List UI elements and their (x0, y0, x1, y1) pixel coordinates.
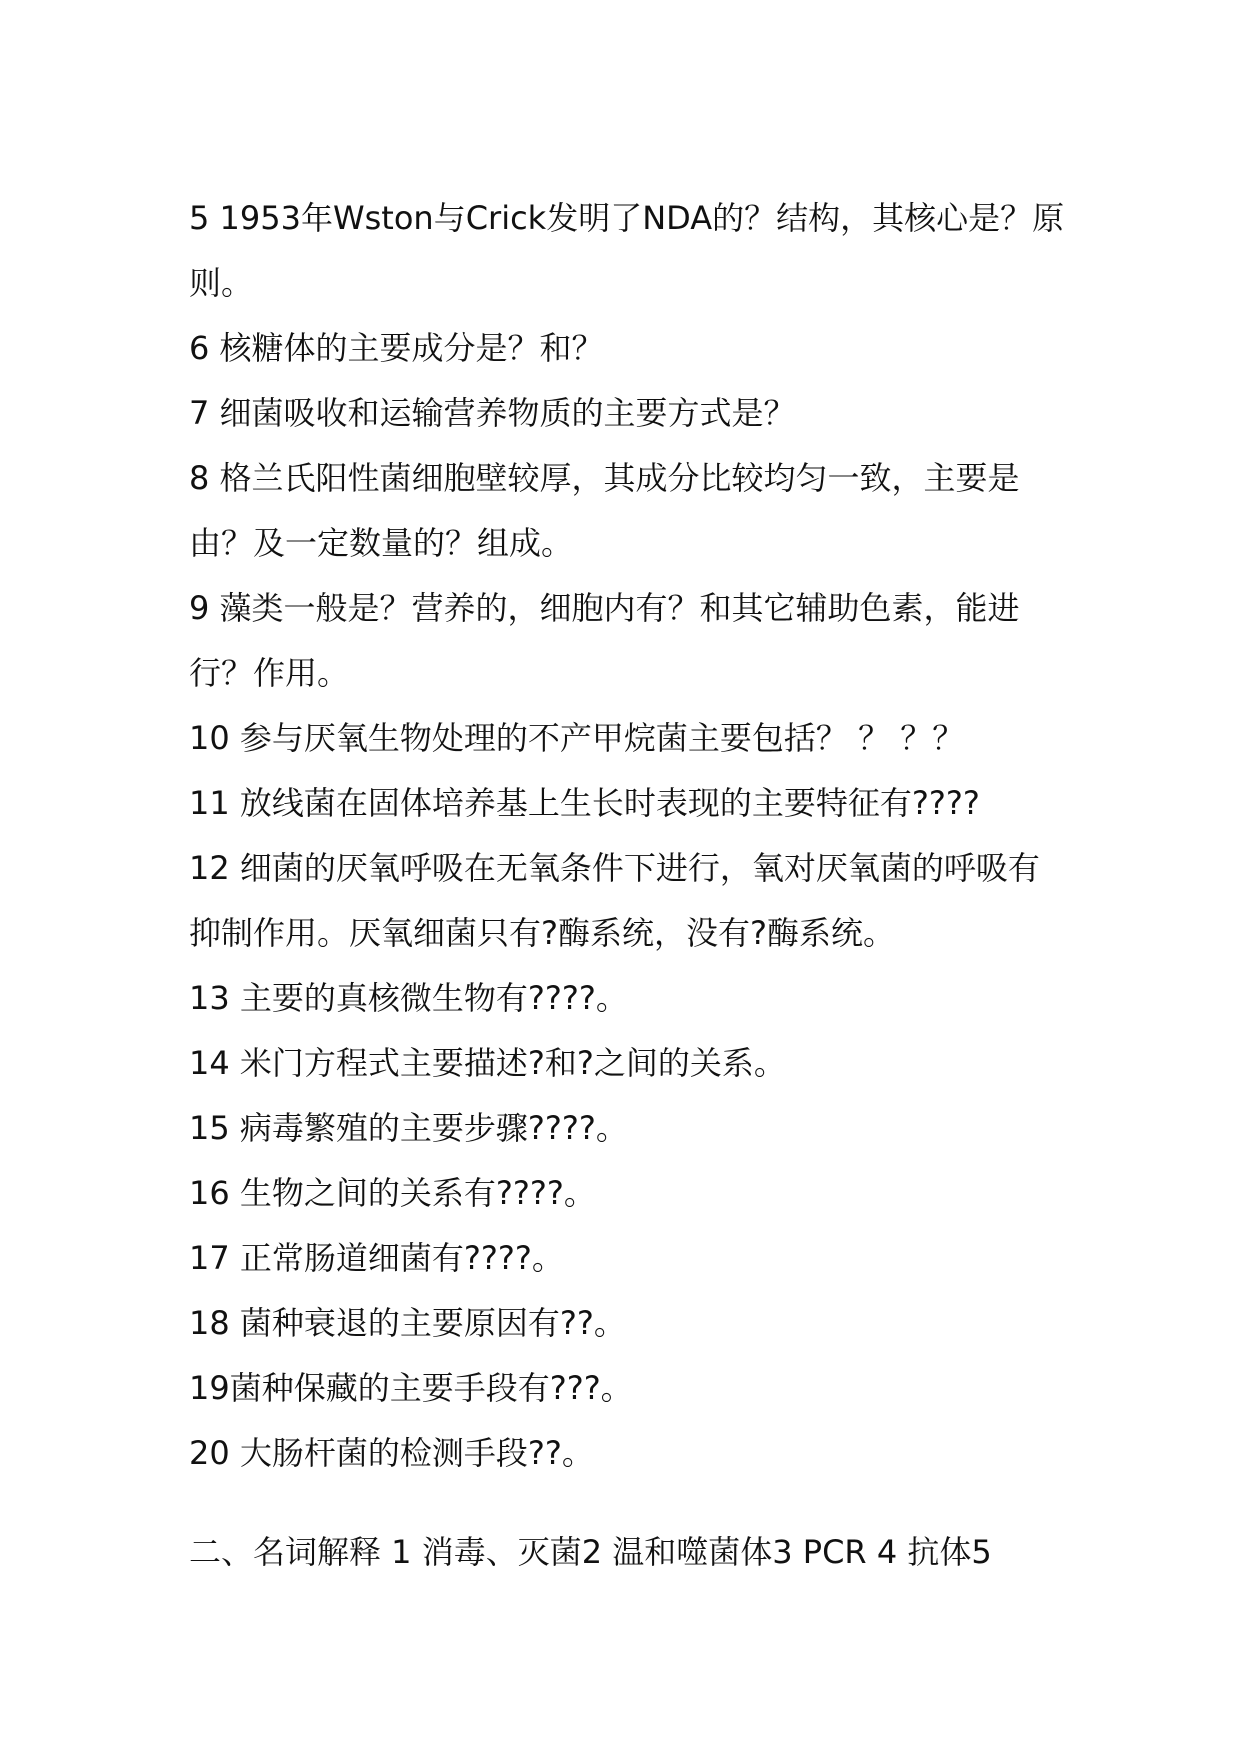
question-17: 17 正常肠道细菌有????。 (189, 1239, 564, 1277)
question-10: 10 参与厌氧生物处理的不产甲烷菌主要包括？ ？ ？？ (189, 719, 965, 757)
question-9: 9 藻类一般是？营养的，细胞内有？和其它辅助色素，能进行？作用。 (189, 589, 1020, 692)
question-13: 13 主要的真核微生物有????。 (189, 979, 628, 1017)
question-12: 12 细菌的厌氧呼吸在无氧条件下进行，氧对厌氧菌的呼吸有抑制作用。厌氧细菌只有?酶系统，没有?酶系统。 (189, 849, 1040, 952)
question-19: 19菌种保藏的主要手段有???。 (189, 1369, 633, 1407)
question-18: 18 菌种衰退的主要原因有??。 (189, 1304, 626, 1342)
question-7: 7 细菌吸收和运输营养物质的主要方式是？ (189, 394, 796, 432)
document-body (189, 186, 1069, 1585)
question-8: 8 格兰氏阳性菌细胞壁较厚，其成分比较均匀一致，主要是由？及一定数量的？组成。 (189, 459, 1020, 562)
question-6: 6 核糖体的主要成分是？和？ (189, 329, 604, 367)
question-14: 14 米门方程式主要描述?和?之间的关系。 (189, 1044, 786, 1082)
question-11: 11 放线菌在固体培养基上生长时表现的主要特征有???? (189, 784, 980, 822)
question-20: 20 大肠杆菌的检测手段??。 (189, 1434, 594, 1472)
question-5: 5 1953年Wston与Crick发明了NDA的？结构，其核心是？原则。 (189, 199, 1065, 302)
question-15: 15 病毒繁殖的主要步骤????。 (189, 1109, 628, 1147)
question-16: 16 生物之间的关系有????。 (189, 1174, 596, 1212)
section-heading-term-definitions: 二、名词解释 1 消毒、灭菌2 温和噬菌体3 PCR 4 抗体5 (189, 1533, 992, 1571)
